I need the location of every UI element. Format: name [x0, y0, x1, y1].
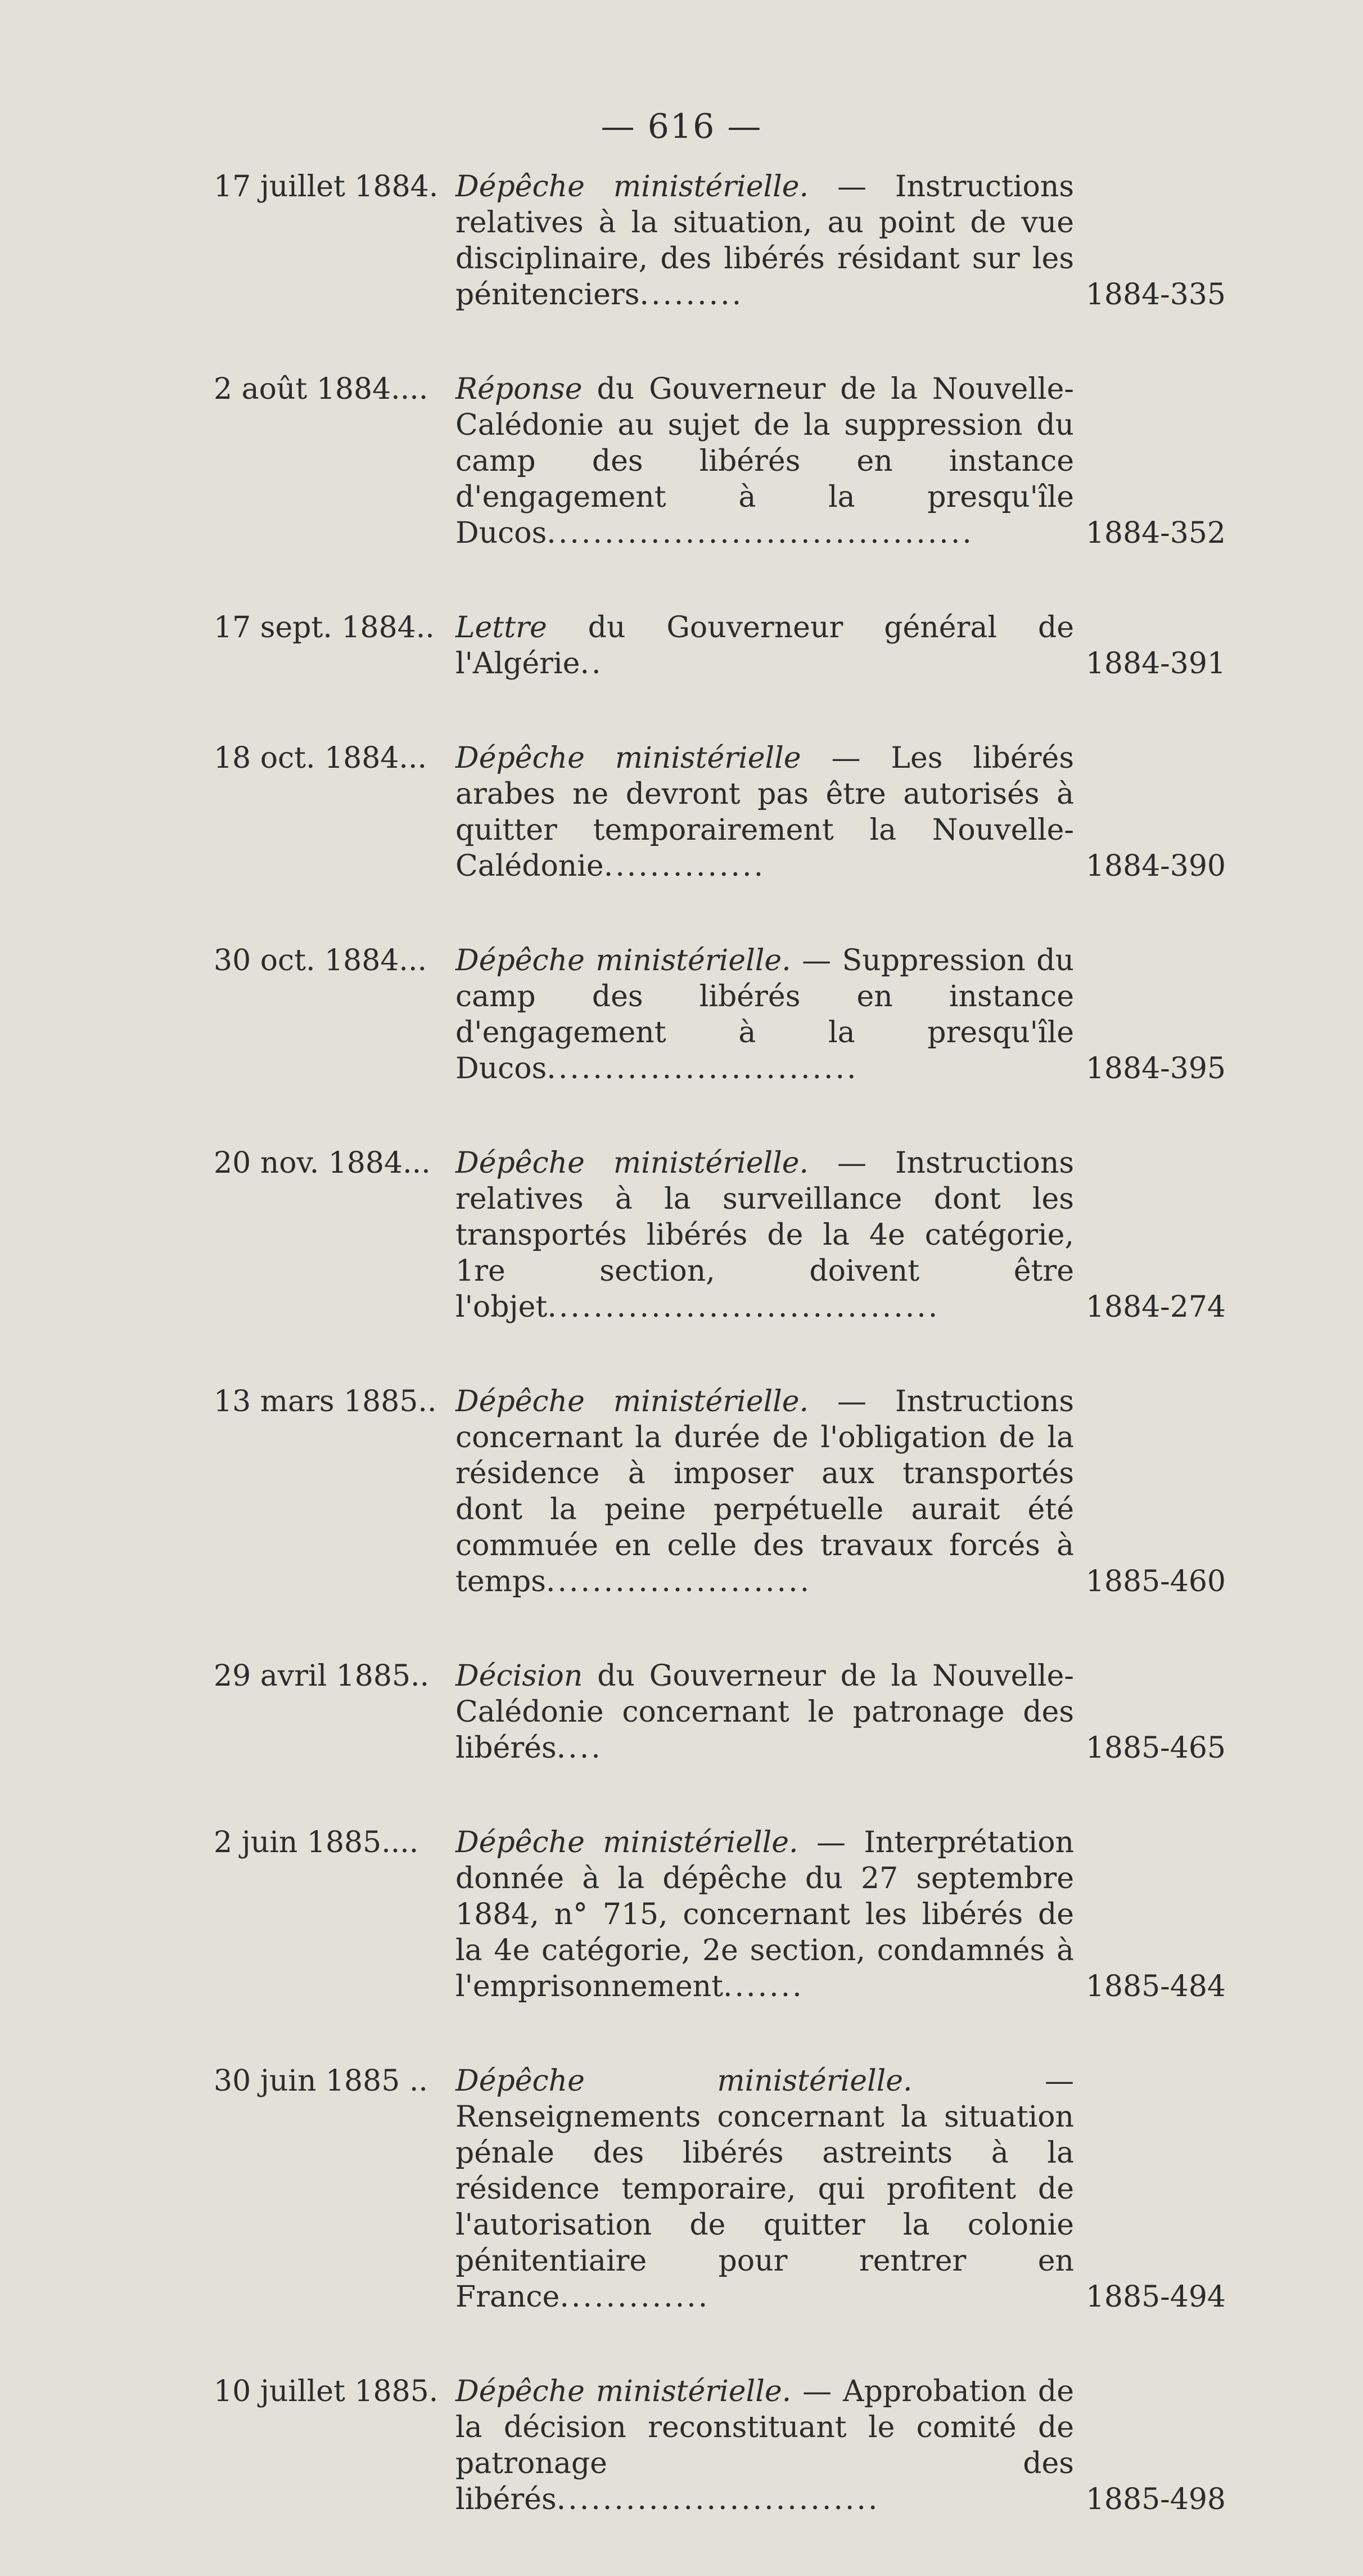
entry-reference: 1885-465 [1085, 1731, 1226, 1765]
entry-body [455, 371, 1074, 551]
entry-date: 30 juin 1885 .. [214, 2064, 428, 2098]
chronological-index [214, 169, 1226, 2576]
index-entry [214, 2374, 1226, 2518]
entry-body [455, 1145, 1074, 1325]
entry-date: 18 oct. 1884... [214, 741, 427, 775]
entry-text: — Renseignements concernant la situation pénale des libérés astreints à la résidence temporaire, qui profitent de l'autorisation de quitter la colonie pénitentiaire pour rentrer en France [455, 2064, 1074, 2314]
entry-leader-dots: ........................... [547, 1052, 859, 1086]
entry-date: 2 août 1884.... [214, 372, 428, 406]
entry-reference: 1884-395 [1085, 1052, 1226, 1086]
entry-text: — Interprétation donnée à la dépêche du 27 septembre 1884, n° 715, concernant les libérés de la 4e catégorie, 2e section, condamnés à l'emprisonnement [455, 1826, 1075, 2003]
entry-date: 20 nov. 1884... [214, 1146, 431, 1180]
entry-label: Dépêche ministérielle. [455, 2375, 792, 2408]
entry-body [455, 740, 1074, 884]
entry-leader-dots: .............. [603, 849, 766, 883]
entry-reference: 1885-498 [1085, 2483, 1226, 2516]
index-entry [214, 2063, 1226, 2315]
index-entry [214, 1384, 1226, 1600]
entry-label: Dépêche ministérielle [455, 741, 801, 775]
entry-date: 2 juin 1885.... [214, 1826, 419, 1859]
entry-leader-dots: ....... [723, 1970, 804, 2003]
entry-date: 13 mars 1885.. [214, 1385, 437, 1418]
entry-leader-dots: ............................ [556, 2483, 880, 2516]
entry-reference: 1885-460 [1085, 1565, 1226, 1598]
entry-body [455, 943, 1074, 1087]
entry-label: Dépêche ministérielle. [455, 1826, 798, 1859]
index-entry [214, 371, 1226, 551]
entry-text: — Instructions relatives à la surveillance dont les transportés libérés de la 4e catégorie, 1re section, doivent être l'objet [455, 1146, 1075, 1324]
entry-body [455, 2374, 1074, 2518]
entry-body [455, 1658, 1074, 1766]
entry-reference: 1885-484 [1085, 1970, 1226, 2003]
entry-date: 17 juillet 1884. [214, 170, 439, 204]
entry-reference: 1884-274 [1085, 1290, 1226, 1324]
index-entry [214, 740, 1226, 884]
entry-date: 29 avril 1885.. [214, 1659, 430, 1693]
entry-reference: 1884-335 [1085, 278, 1226, 312]
index-entry [214, 1145, 1226, 1325]
entry-text: du Gouverneur de la Nouvelle-Calédonie au sujet de la suppression du camp des libérés en instance d'engagement à la presqu'île Ducos [455, 372, 1074, 550]
entry-label: Décision [455, 1659, 583, 1693]
entry-text: — Suppression du camp des libérés en instance d'engagement à la presqu'île Ducos [455, 944, 1075, 1086]
index-entry [214, 1825, 1226, 2005]
entry-text: du Gouverneur général de l'Algérie [455, 611, 1074, 681]
entry-leader-dots: .... [556, 1731, 603, 1765]
index-entry [214, 169, 1226, 313]
entry-reference: 1884-390 [1085, 849, 1226, 883]
entry-leader-dots: ......... [639, 278, 744, 312]
index-entry [214, 1658, 1226, 1766]
entry-body [455, 169, 1074, 313]
entry-date: 10 juillet 1885. [214, 2375, 439, 2408]
entry-leader-dots: ............. [559, 2280, 710, 2314]
entry-reference: 1885-494 [1085, 2280, 1226, 2314]
entry-text: — Les libérés arabes ne devront pas être autorisés à quitter temporairement la Nouvelle-Calédonie [455, 741, 1074, 883]
entry-reference: 1884-391 [1085, 647, 1226, 681]
entry-text: — Instructions concernant la durée de l'obligation de la résidence à imposer aux transportés dont la peine perpétuelle aurait été commuée en celle des travaux forcés à temps [455, 1385, 1075, 1598]
index-entry [214, 610, 1226, 682]
entry-label: Dépêche ministérielle. [455, 170, 809, 204]
entry-body [455, 2063, 1074, 2315]
entry-label: Dépêche ministérielle. [455, 1146, 809, 1180]
entry-leader-dots: .................................. [547, 1290, 940, 1324]
page-number: — 616 — [601, 107, 762, 146]
entry-leader-dots: ....................... [545, 1565, 812, 1598]
entry-label: Lettre [455, 611, 547, 645]
entry-date: 30 oct. 1884... [214, 944, 427, 978]
index-entry [214, 943, 1226, 1087]
entry-label: Dépêche ministérielle. [455, 944, 791, 978]
entry-date: 17 sept. 1884.. [214, 611, 435, 645]
entry-body [455, 1384, 1074, 1600]
entry-leader-dots: ..................................... [547, 516, 974, 550]
entry-text: du Gouverneur de la Nouvelle-Calédonie concernant le patronage des libérés [455, 1659, 1074, 1765]
entry-reference: 1884-352 [1085, 516, 1226, 550]
entry-body [455, 610, 1074, 682]
entry-label: Dépêche ministérielle. [455, 1385, 809, 1418]
entry-text: — Instructions relatives à la situation, au point de vue disciplinaire, des libérés résidant sur les pénitenciers [455, 170, 1075, 312]
entry-label: Réponse [455, 372, 583, 406]
entry-text: — Approbation de la décision reconstituant le comité de patronage des libérés [455, 2375, 1074, 2516]
entry-leader-dots: .. [580, 647, 603, 681]
entry-label: Dépêche ministérielle. [455, 2064, 913, 2098]
entry-body [455, 1825, 1074, 2005]
